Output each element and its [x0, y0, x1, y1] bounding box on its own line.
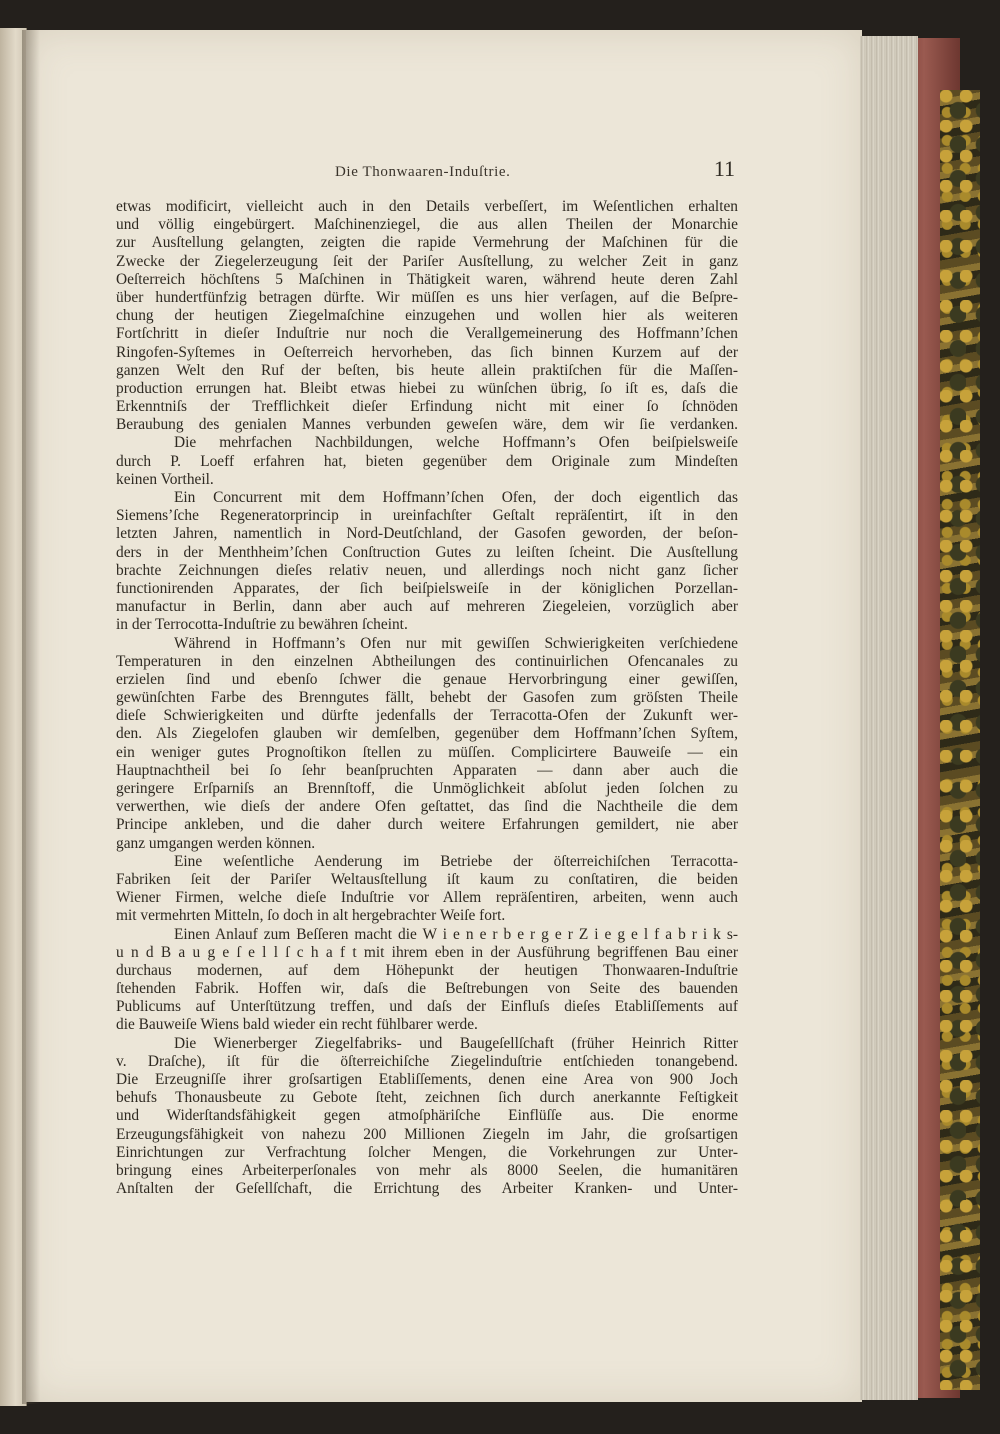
text-line: manufactur in Berlin, dann aber auch auf mehreren Ziegeleien, vorzüglich aber [116, 598, 738, 616]
text-line: zur Ausſtellung gelangten, zeigten die rapide Vermehrung der Maſchinen für die [116, 234, 738, 252]
text-line: Wiener Firmen, welche dieſe Induſtrie vor Allem repräſentiren, arbeiten, wenn auch [116, 889, 738, 907]
text-line: Oeſterreich höchſtens 5 Maſchinen in Thätigkeit waren, während heute deren Zahl [116, 270, 738, 288]
text-line: keinen Vortheil. [116, 470, 214, 488]
text-line: Principe ankleben, und die daher durch weitere Erfahrungen gemildert, nie aber [116, 816, 738, 834]
marbled-board [940, 90, 980, 1390]
text-line: den. Als Ziegelofen glauben wir demſelben, gegenüber dem Hoffmann’ſchen Syſtem, [116, 725, 738, 743]
text-line: Die Erzeugniſſe ihrer groſsartigen Etabliſſements, denen eine Area von 900 Joch [116, 1071, 738, 1088]
text-line: letzten Jahren, namentlich in Nord-Deutſchland, der Gasofen geworden, der beſon- [116, 525, 738, 543]
text-line: Die Wienerberger Ziegelfabriks- und Baugeſellſchaft (früher Heinrich Ritter [174, 1034, 738, 1052]
body-text [116, 198, 738, 1198]
text-line: ders in der Menthheim’ſchen Conſtruction Gutes zu leiſten ſcheint. Die Ausſtellung [116, 543, 738, 561]
text-line: mit vermehrten Mitteln, ſo doch in alt hergebrachter Weiſe fort. [116, 907, 506, 925]
text-line: Publicums auf Unterſtützung treffen, und daſs der Einfluſs dieſes Etabliſſements auf [116, 998, 738, 1016]
text-line: Einen Anlauf zum Beſſeren macht die W i e n e r b e r g e r Z i e g e l f a b r i k s- [174, 925, 738, 943]
text-line: ganz umgangen werden können. [116, 834, 316, 852]
text-line: functionirenden Apparates, der ſich beiſpielsweiſe in der königlichen Porzellan- [116, 579, 738, 597]
text-line: ſtehenden Fabrik. Hoffen wir, daſs die Beſtrebungen von Seite des bauenden [116, 980, 738, 998]
text-line: Beraubung des genialen Mannes verbunden geweſen wäre, dem wir ſie verdanken. [116, 416, 738, 434]
text-line: brachte Zeichnungen dieſes relativ neuen, und allerdings noch nicht ganz ſicher [116, 561, 738, 579]
text-line: über hundertfünfzig betragen dürfte. Wir müſſen es uns hier verſagen, auf die Beſpre- [116, 288, 738, 306]
text-line: behufs Thonausbeute zu Gebote ſteht, zeichnen ſich durch anerkannte Feſtigkeit [116, 1089, 738, 1107]
text-line: v. Draſche), iſt für die öſterreichiſche Ziegelinduſtrie entſchieden tonangebend. [116, 1052, 738, 1070]
text-line: etwas modificirt, vielleicht auch in den Details verbeſſert, im Weſentlichen erhalten [116, 198, 738, 215]
text-line: gewünſchten Farbe des Brenngutes fällt, behebt der Gasofen zum gröſsten Theile [116, 689, 738, 707]
text-line: Zwecke der Ziegelerzeugung ſeit der Pariſer Ausſtellung, zu welcher Zeit in ganz [116, 252, 738, 270]
text-line: Temperaturen in den einzelnen Abtheilungen des continuirlichen Ofencanales zu [116, 652, 738, 670]
text-line: ganzen Welt den Ruf der beſten, bis heute allein praktiſchen für die Maſſen- [116, 361, 738, 379]
page-number: 11 [713, 156, 735, 181]
page-stack-edges [860, 36, 918, 1400]
text-line: in der Terrocotta-Induſtrie zu bewähren ſcheint. [116, 616, 408, 634]
text-line: durch P. Loeff erfahren hat, bieten gegenüber dem Originale zum Mindeſten [116, 452, 738, 470]
text-line: Fortſchritt in dieſer Induſtrie nur noch die Verallgemeinerung des Hoffmann’ſchen [116, 325, 738, 343]
text-line: chung der heutigen Ziegelmaſchine einzugehen und wollen hier als weiteren [116, 307, 738, 325]
page-header [115, 158, 735, 188]
text-line: Hauptnachtheil bei ſo ſehr beanſpruchten Apparaten — dann aber auch die [116, 761, 738, 779]
text-line: geringere Erſparniſs an Brennſtoff, die Unmöglichkeit abſolut jeden ſolchen zu [116, 780, 738, 797]
text-line: die Bauweiſe Wiens bald wieder ein recht fühlbarer werde. [116, 1016, 478, 1034]
text-line: production errungen hat. Bleibt etwas hiebei zu wünſchen übrig, ſo iſt es, daſs die [116, 379, 738, 397]
text-line: Die mehrfachen Nachbildungen, welche Hoffmann’s Ofen beiſpielsweiſe [174, 434, 738, 452]
text-line: durchaus modernen, auf dem Höhepunkt der heutigen Thonwaaren-Induſtrie [116, 961, 738, 979]
text-line: Eine weſentliche Aenderung im Betriebe der öſterreichiſchen Terracotta- [174, 852, 738, 870]
text-line: Fabriken ſeit der Pariſer Weltausſtellung iſt kaum zu conſtatiren, die beiden [116, 870, 738, 888]
gutter-shadow [22, 30, 40, 1404]
text-line: Anſtalten der Geſellſchaft, die Errichtung des Arbeiter Kranken- und Unter- [116, 1180, 738, 1198]
text-line: u n d B a u g e ſ e l l ſ c h a f t mit ihrem eben in der Ausführung begriffenen Bau einer [116, 943, 738, 961]
text-line: Ringofen-Syſtemes in Oeſterreich hervorheben, das ſich binnen Kurzem auf der [116, 343, 738, 361]
text-line: und Widerſtandsfähigkeit gegen atmoſphäriſche Einflüſſe aus. Die enorme [116, 1107, 738, 1125]
text-line: Einrichtungen zur Verfrachtung ſolcher Mengen, die Vorkehrungen zur Unter- [116, 1143, 738, 1161]
text-line: Siemens’ſche Regeneratorprincip in ureinfachſter Geſtalt repräſentirt, iſt in den [116, 507, 738, 525]
text-line: Erzeugungsfähigkeit von nahezu 200 Millionen Ziegeln im Jahr, die groſsartigen [116, 1125, 738, 1143]
text-line: ein weniger gutes Prognoſtikon ſtellen zu müſſen. Complicirtere Bauweiſe — ein [116, 743, 738, 761]
text-line: erzielen ſind und ebenſo ſchwer die genaue Hervorbringung einer gewiſſen, [116, 670, 738, 688]
text-line: und völlig eingebürgert. Maſchinenziegel, die aus allen Theilen der Monarchie [116, 216, 738, 234]
text-line: Ein Concurrent mit dem Hoffmann’ſchen Ofen, der doch eigentlich das [174, 489, 738, 506]
text-line: verwerthen, wie dieſs der andere Ofen geſtattet, das ſind die Nachtheile die dem [116, 798, 738, 816]
text-line: Erkenntniſs der Trefflichkeit dieſer Erfindung nicht mit einer ſo ſchnöden [116, 398, 738, 416]
text-line: dieſe Schwierigkeiten und dürfte jedenfalls der Terracotta-Ofen der Zukunft wer- [116, 707, 738, 725]
text-line: Während in Hoffmann’s Ofen nur mit gewiſſen Schwierigkeiten verſchiedene [174, 634, 738, 652]
running-head: Die Thonwaaren-Induſtrie. [335, 164, 511, 180]
text-line: bringung eines Arbeiterperſonales von mehr als 8000 Seelen, die humanitären [116, 1161, 738, 1179]
